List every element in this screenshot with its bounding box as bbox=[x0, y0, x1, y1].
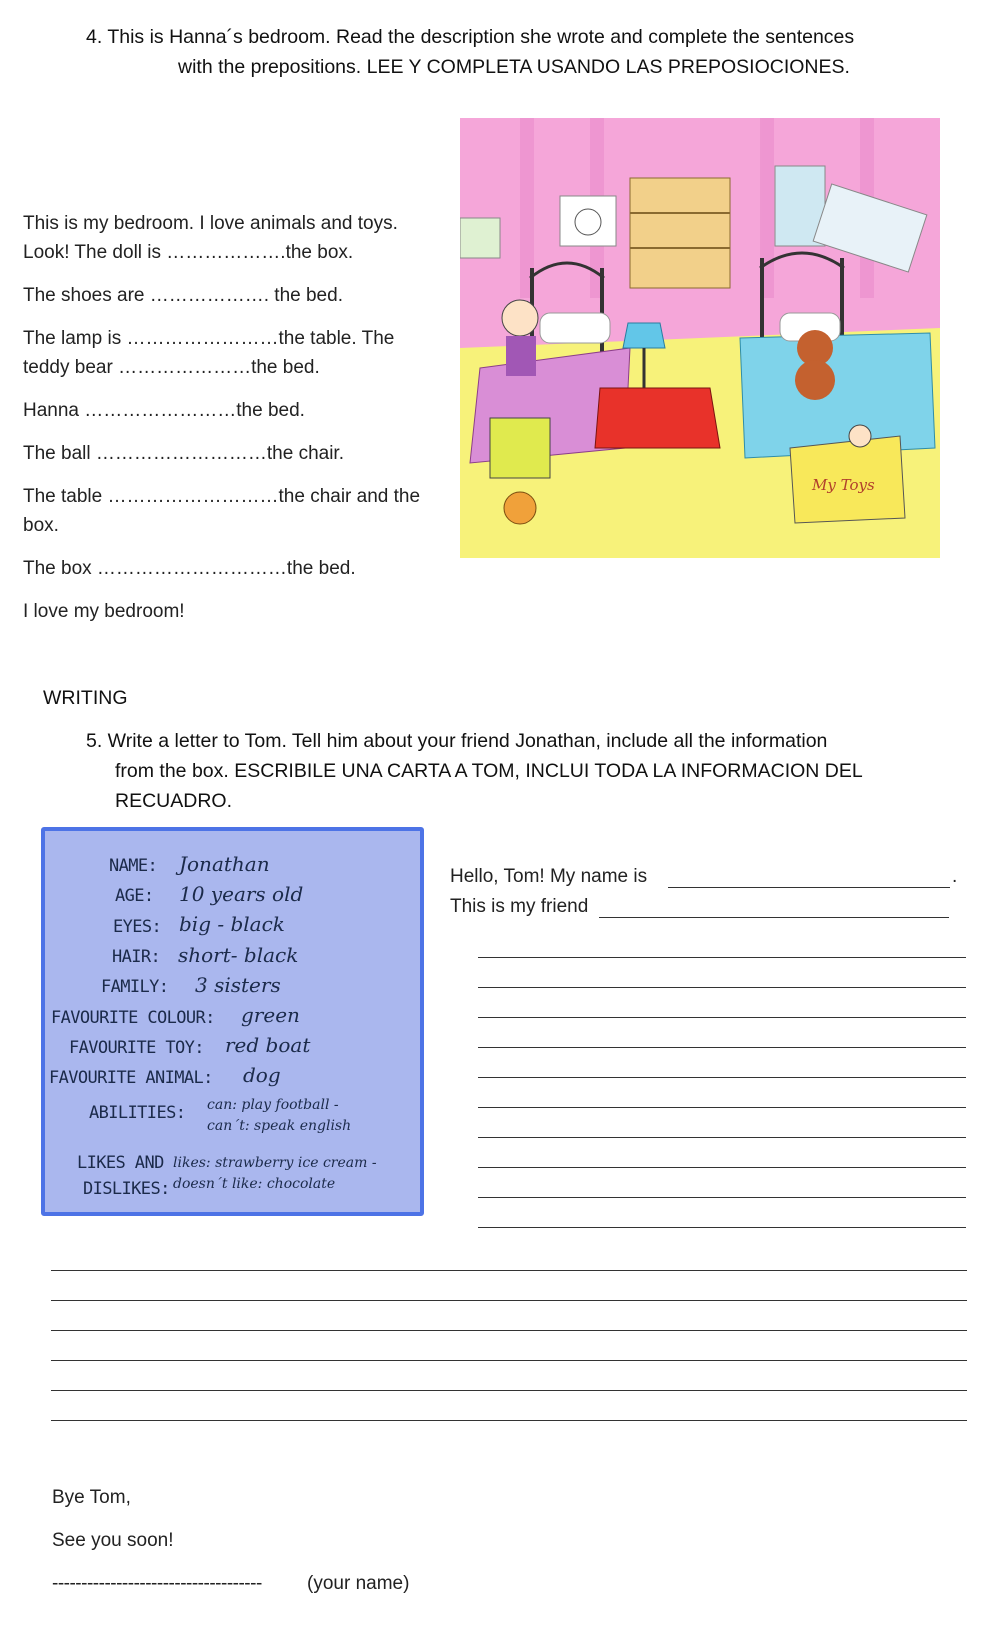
hanna-figure bbox=[502, 300, 538, 336]
writing-line[interactable] bbox=[478, 1107, 966, 1108]
abilities-value-2: can´t: speak english bbox=[207, 1118, 352, 1134]
letter-see-you: See you soon! bbox=[52, 1530, 174, 1551]
family-label: FAMILY: bbox=[101, 977, 169, 997]
writing-line[interactable] bbox=[478, 1167, 966, 1168]
letter-greeting-end: . bbox=[952, 866, 958, 887]
colour-label: FAVOURITE COLOUR: bbox=[51, 1008, 215, 1028]
name-value: Jonathan bbox=[179, 852, 270, 876]
sentence-box[interactable]: The box …………………………the bed. bbox=[23, 558, 356, 579]
bedroom-illustration bbox=[460, 118, 940, 558]
sentence-table-cont: box. bbox=[23, 515, 59, 536]
letter-friend: This is my friend bbox=[450, 896, 589, 917]
writing-line[interactable] bbox=[51, 1270, 967, 1271]
doll bbox=[849, 425, 871, 447]
writing-line[interactable] bbox=[478, 1047, 966, 1048]
animal-label: FAVOURITE ANIMAL: bbox=[49, 1068, 213, 1088]
likes-label: LIKES AND bbox=[77, 1153, 164, 1173]
sentence-intro: This is my bedroom. I love animals and toys. bbox=[23, 213, 398, 234]
letter-bye: Bye Tom, bbox=[52, 1487, 131, 1508]
writing-heading: WRITING bbox=[43, 687, 128, 709]
sentence-hanna[interactable]: Hanna ……………………the bed. bbox=[23, 400, 305, 421]
red-table bbox=[595, 388, 720, 448]
writing-line[interactable] bbox=[478, 1077, 966, 1078]
writing-line[interactable] bbox=[478, 1227, 966, 1228]
writing-line[interactable] bbox=[51, 1390, 967, 1391]
signature-blank[interactable]: ------------------------------------ bbox=[52, 1573, 262, 1594]
age-value: 10 years old bbox=[179, 882, 304, 906]
ball bbox=[504, 492, 536, 524]
sentence-ball[interactable]: The ball ………………………the chair. bbox=[23, 443, 344, 464]
lamp bbox=[623, 323, 665, 348]
hair-value: short- black bbox=[178, 943, 299, 967]
writing-line[interactable] bbox=[478, 1017, 966, 1018]
abilities-label: ABILITIES: bbox=[89, 1103, 186, 1123]
writing-line[interactable] bbox=[478, 987, 966, 988]
sentence-closing: I love my bedroom! bbox=[23, 601, 185, 622]
writing-line[interactable] bbox=[478, 957, 966, 958]
sentence-table[interactable]: The table ………………………the chair and the bbox=[23, 486, 421, 507]
writing-line[interactable] bbox=[478, 1197, 966, 1198]
task5-line3: RECUADRO. bbox=[115, 790, 233, 812]
right-bed bbox=[740, 333, 935, 458]
eyes-label: EYES: bbox=[113, 917, 162, 937]
writing-line[interactable] bbox=[51, 1360, 967, 1361]
letter-greeting: Hello, Tom! My name is bbox=[450, 866, 648, 887]
sentence-shoes[interactable]: The shoes are ………………. the bed. bbox=[23, 285, 343, 306]
writing-line[interactable] bbox=[51, 1300, 967, 1301]
eyes-value: big - black bbox=[179, 912, 285, 936]
writing-line[interactable] bbox=[478, 1137, 966, 1138]
dislikes-value: doesn´t like: chocolate bbox=[173, 1176, 336, 1192]
writing-line[interactable] bbox=[51, 1330, 967, 1331]
toy-label: FAVOURITE TOY: bbox=[69, 1038, 204, 1058]
likes-value: likes: strawberry ice cream - bbox=[173, 1155, 377, 1171]
age-label: AGE: bbox=[115, 886, 154, 906]
sentence-teddy[interactable]: teddy bear …………………the bed. bbox=[23, 357, 320, 378]
toy-value: red boat bbox=[225, 1033, 311, 1057]
sentence-doll[interactable]: Look! The doll is ……………….the box. bbox=[23, 242, 354, 263]
exercise4-title-line1: 4. This is Hanna´s bedroom. Read the description she wrote and complete the sentences bbox=[86, 26, 855, 48]
animal-value: dog bbox=[243, 1063, 281, 1087]
writing-line[interactable] bbox=[51, 1420, 967, 1421]
task5-line2: from the box. ESCRIBILE UNA CARTA A TOM, INCLUI TODA LA INFORMACION DEL bbox=[115, 760, 863, 782]
abilities-value-1: can: play football - bbox=[207, 1097, 339, 1113]
colour-value: green bbox=[241, 1003, 300, 1027]
dislikes-label: DISLIKES: bbox=[83, 1179, 170, 1199]
toy-box-label: My Toys bbox=[812, 476, 875, 494]
info-box bbox=[41, 827, 424, 1216]
signature-hint: (your name) bbox=[307, 1573, 410, 1594]
toy-shelf bbox=[630, 178, 730, 288]
sentence-lamp[interactable]: The lamp is ……………………the table. The bbox=[23, 328, 395, 349]
name-blank[interactable] bbox=[668, 887, 950, 888]
task5-line1: 5. Write a letter to Tom. Tell him about your friend Jonathan, include all the information bbox=[86, 730, 828, 752]
exercise4-title-line2: with the prepositions. LEE Y COMPLETA USANDO LAS PREPOSIOCIONES. bbox=[178, 56, 850, 78]
chair bbox=[490, 418, 550, 478]
hair-label: HAIR: bbox=[112, 947, 161, 967]
name-label: NAME: bbox=[109, 856, 158, 876]
family-value: 3 sisters bbox=[195, 973, 281, 997]
friend-blank[interactable] bbox=[599, 917, 949, 918]
left-picture bbox=[460, 218, 500, 258]
